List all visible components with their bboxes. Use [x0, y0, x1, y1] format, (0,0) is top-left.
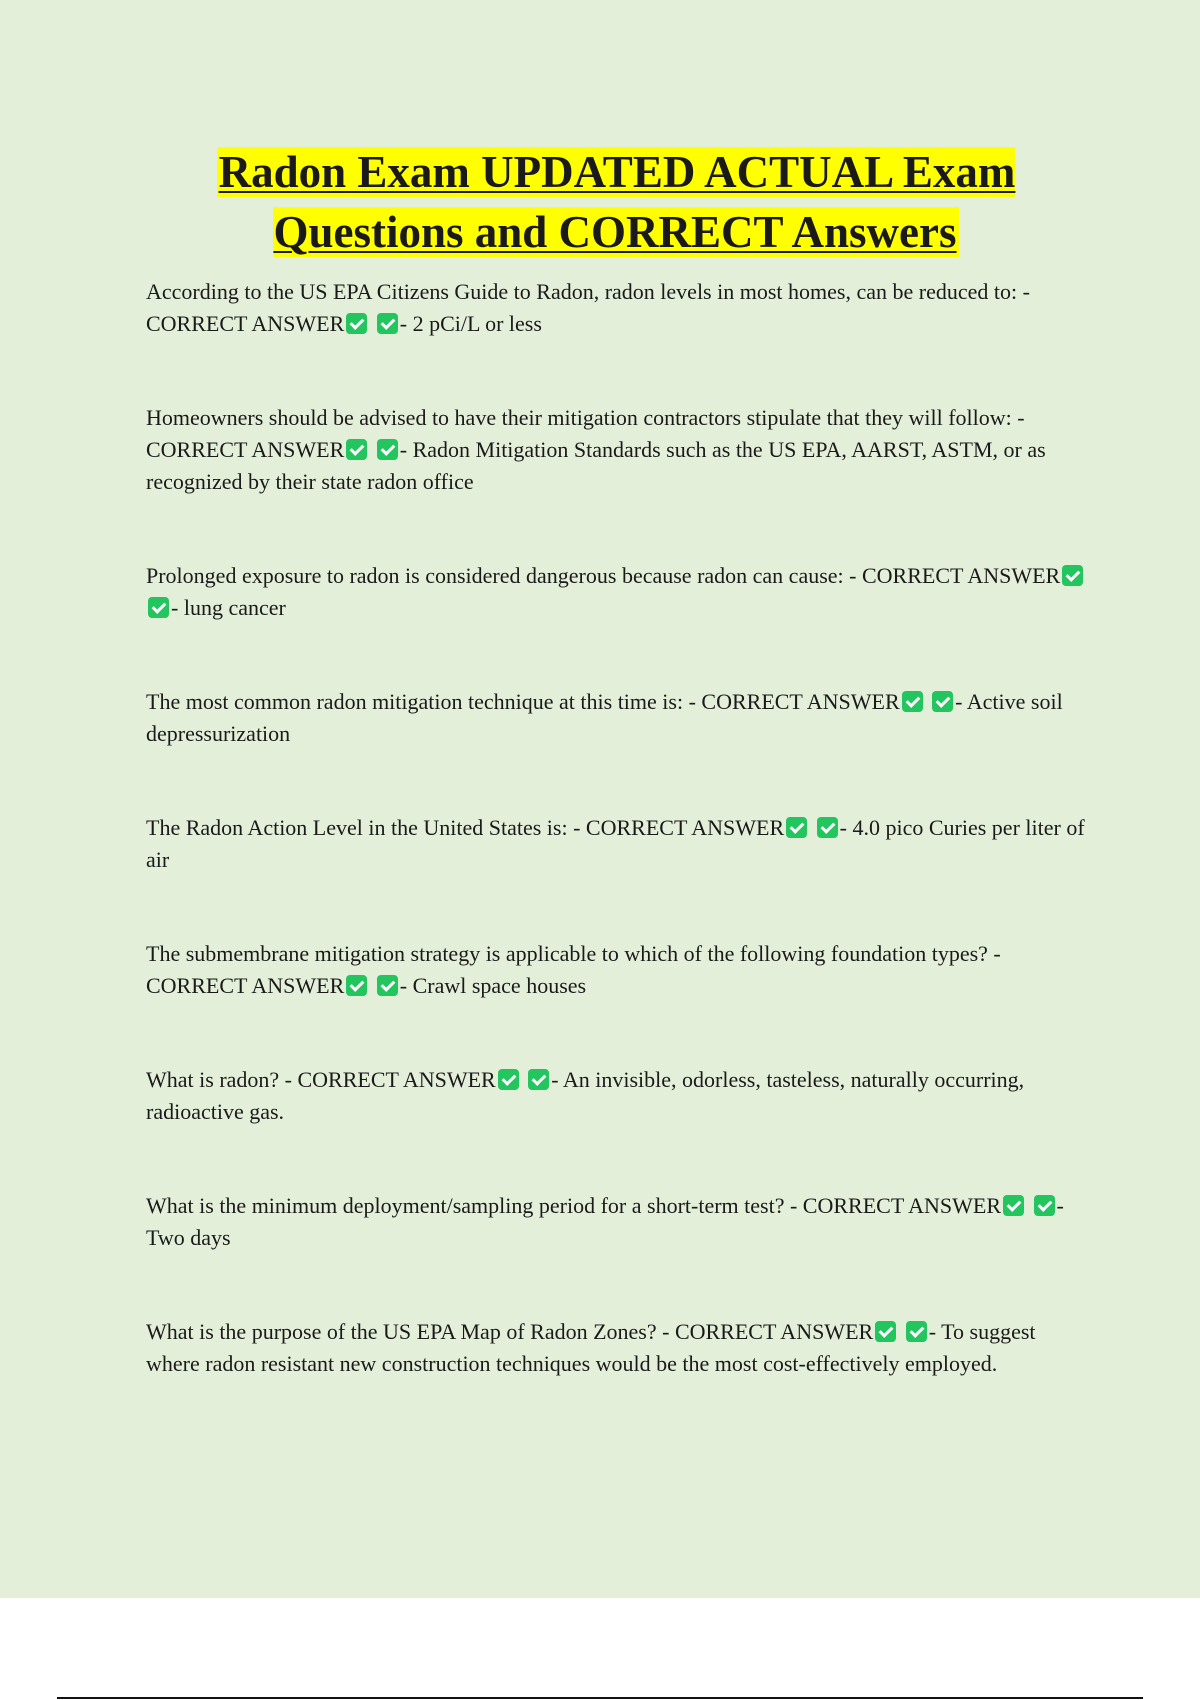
answer-text: - An invisible, odorless, tasteless, naturally occurring, radioactive gas.	[146, 1067, 1025, 1124]
question-text: What is the minimum deployment/sampling period for a short-term test?	[146, 1193, 785, 1218]
check-mark-icon	[377, 975, 398, 996]
check-mark-icon	[1062, 565, 1083, 586]
answer-text: - Crawl space houses	[399, 973, 587, 998]
check-mark-icon	[1003, 1195, 1024, 1216]
question-text: Prolonged exposure to radon is considered dangerous because radon can cause:	[146, 563, 844, 588]
answer-text: - To suggest where radon resistant new construction techniques would be the most cost-effectively employed.	[146, 1319, 1036, 1376]
qa-item-7	[146, 1064, 1086, 1128]
document-content	[146, 142, 1086, 1380]
qa-item-6	[146, 938, 1086, 1002]
answer-marker: - CORRECT ANSWER	[849, 563, 1061, 588]
document-title	[146, 142, 1086, 262]
qa-item-4	[146, 686, 1086, 750]
answer-text: - 2 pCi/L or less	[399, 311, 542, 336]
qa-item-2	[146, 402, 1086, 498]
check-mark-icon	[346, 313, 367, 334]
answer-marker: - CORRECT ANSWER	[146, 941, 1001, 998]
footer-divider	[57, 1697, 1143, 1699]
question-text: The submembrane mitigation strategy is applicable to which of the following foundation types?	[146, 941, 988, 966]
answer-text: - 4.0 pico Curies per liter of air	[146, 815, 1085, 872]
check-mark-icon	[148, 597, 169, 618]
question-text: What is radon?	[146, 1067, 280, 1092]
check-mark-icon	[932, 691, 953, 712]
question-text: The most common radon mitigation technique at this time is:	[146, 689, 684, 714]
document-title-text: Radon Exam UPDATED ACTUAL Exam Questions and CORRECT Answers	[218, 147, 1016, 257]
answer-marker: - CORRECT ANSWER	[789, 1193, 1002, 1218]
question-text: What is the purpose of the US EPA Map of Radon Zones?	[146, 1319, 657, 1344]
answer-text: - Active soil depressurization	[146, 689, 1063, 746]
answer-marker: - CORRECT ANSWER	[146, 279, 1030, 336]
qa-item-5	[146, 812, 1086, 876]
question-text: According to the US EPA Citizens Guide to Radon, radon levels in most homes, can be reduced to:	[146, 279, 1018, 304]
check-mark-icon	[528, 1069, 549, 1090]
answer-marker: - CORRECT ANSWER	[146, 405, 1025, 462]
check-mark-icon	[906, 1321, 927, 1342]
answer-text: - lung cancer	[171, 595, 286, 620]
check-mark-icon	[817, 817, 838, 838]
check-mark-icon	[875, 1321, 896, 1342]
question-text: Homeowners should be advised to have their mitigation contractors stipulate that they will follow:	[146, 405, 1012, 430]
check-mark-icon	[786, 817, 807, 838]
check-mark-icon	[377, 439, 398, 460]
answer-marker: - CORRECT ANSWER	[688, 689, 900, 714]
answer-text: - Radon Mitigation Standards such as the US EPA, AARST, ASTM, or as recognized by their state radon office	[146, 437, 1046, 494]
check-mark-icon	[346, 975, 367, 996]
check-mark-icon	[377, 313, 398, 334]
qa-item-9	[146, 1316, 1086, 1380]
question-text: The Radon Action Level in the United States is:	[146, 815, 568, 840]
qa-item-3	[146, 560, 1086, 624]
qa-item-1	[146, 276, 1086, 340]
check-mark-icon	[1034, 1195, 1055, 1216]
answer-marker: - CORRECT ANSWER	[573, 815, 785, 840]
answer-marker: - CORRECT ANSWER	[284, 1067, 496, 1092]
check-mark-icon	[498, 1069, 519, 1090]
answer-text: - Two days	[146, 1193, 1064, 1250]
answer-marker: - CORRECT ANSWER	[662, 1319, 874, 1344]
check-mark-icon	[346, 439, 367, 460]
qa-item-8	[146, 1190, 1086, 1254]
check-mark-icon	[902, 691, 923, 712]
